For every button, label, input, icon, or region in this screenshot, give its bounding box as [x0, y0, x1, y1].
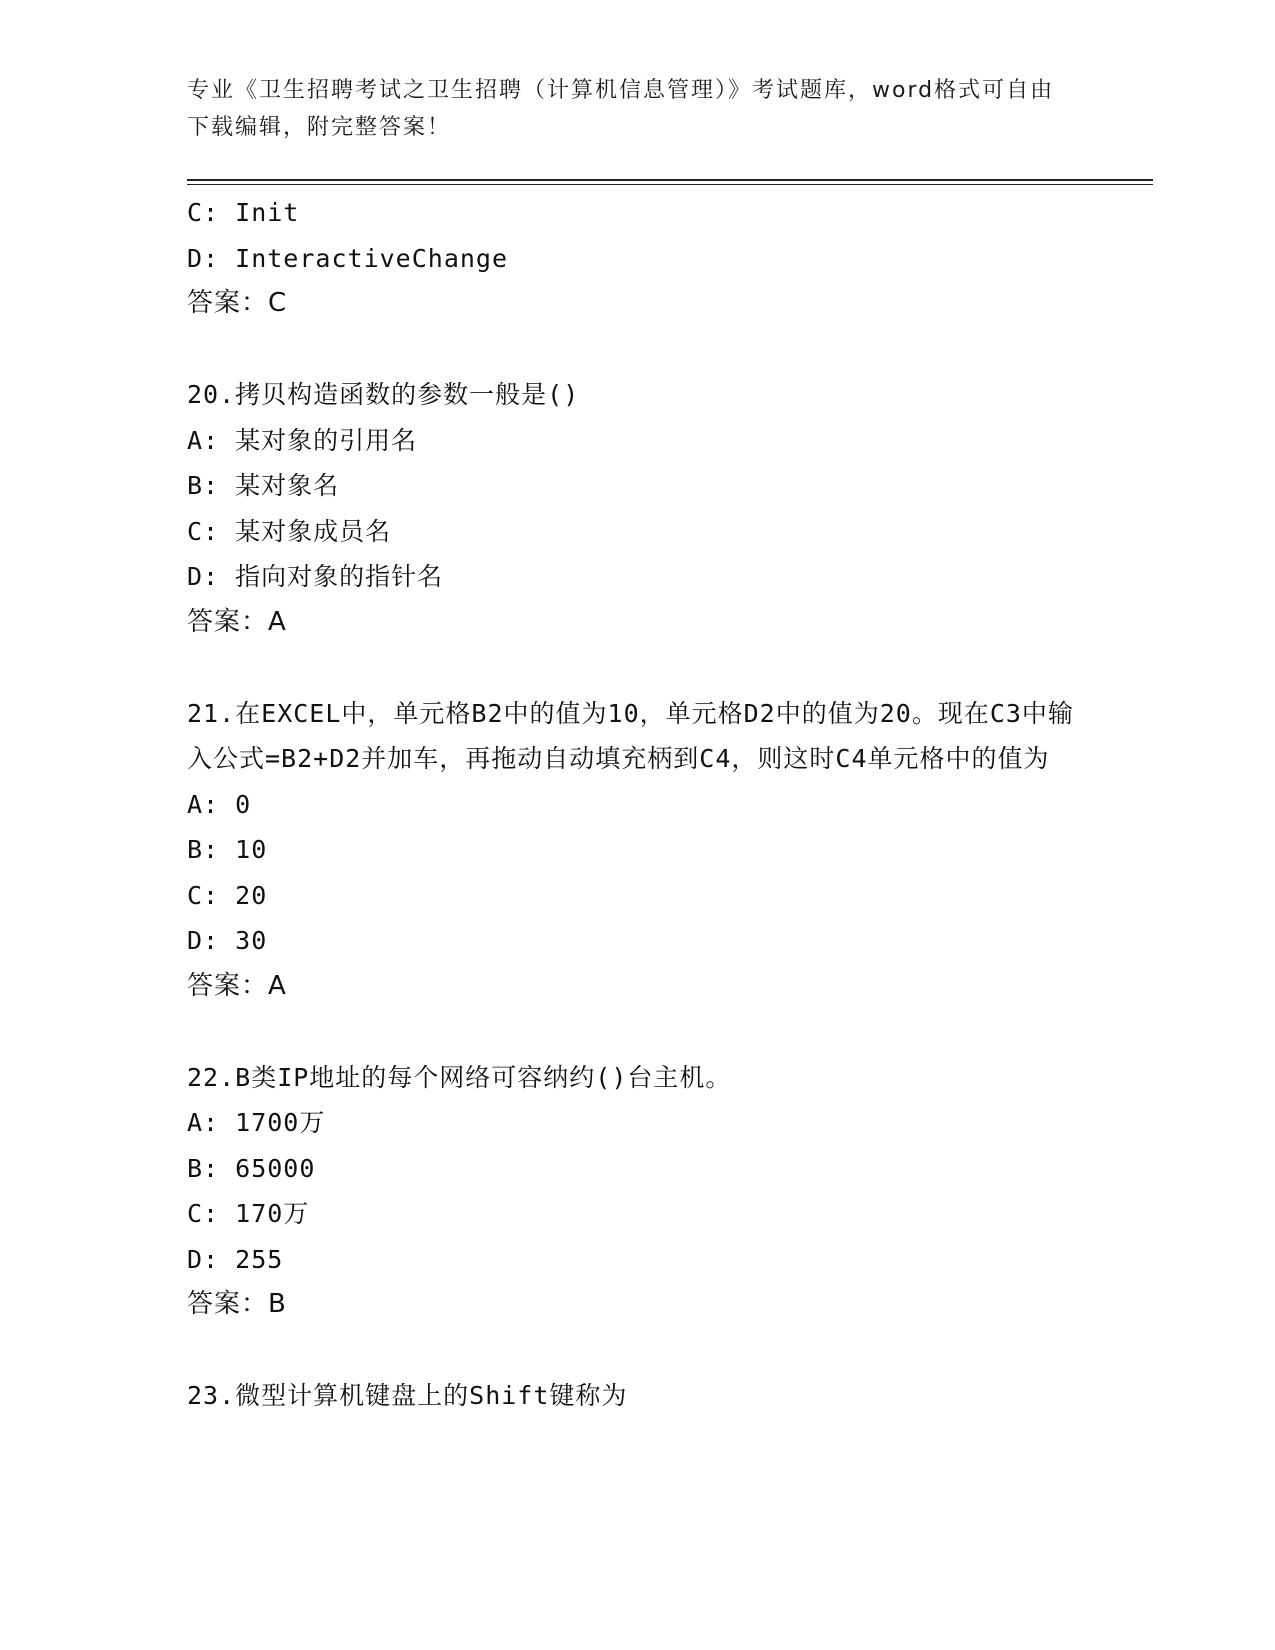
q20-option-b: B: 某对象名 [187, 471, 340, 500]
q20-stem: 20.拷贝构造函数的参数一般是() [187, 380, 580, 409]
spacer [187, 1009, 1087, 1055]
q19-answer: 答案：C [187, 288, 288, 318]
q22-stem: 22.B类IP地址的每个网络可容纳约()台主机。 [187, 1062, 732, 1092]
q21-option-d: D: 30 [187, 926, 268, 955]
spacer [187, 327, 1087, 373]
spacer [187, 1328, 1087, 1374]
q22-option-c: C: 170万 [187, 1199, 310, 1228]
q21-stem: 21.在EXCEL中，单元格B2中的值为10，单元格D2中的值为20。现在C3中输入公式=B2+D2并加车，再拖动自动填充柄到C4，则这时C4单元格中的值为 [187, 698, 1074, 773]
header-rule-thick [187, 179, 1153, 181]
q20-option-d: D: 指向对象的指针名 [187, 562, 444, 591]
q21-option-b: B: 10 [187, 835, 268, 864]
q19-option-d: D: InteractiveChange [187, 243, 509, 273]
q22-option-a: A: 1700万 [187, 1108, 326, 1137]
q21-answer: 答案：A [187, 970, 287, 1001]
q22-option-d: D: 255 [187, 1244, 284, 1274]
q22-answer: 答案：B [187, 1289, 287, 1319]
q20-option-c: C: 某对象成员名 [187, 516, 392, 546]
q21-option-c: C: 20 [187, 880, 268, 910]
q21-option-a: A: 0 [187, 789, 252, 819]
q20-option-a: A: 某对象的引用名 [187, 425, 418, 455]
q23-stem: 23.微型计算机键盘上的Shift键称为 [187, 1381, 628, 1410]
q19-option-c: C: Init [187, 198, 300, 227]
q22-option-b: B: 65000 [187, 1153, 316, 1183]
document-header: 专业《卫生招聘考试之卫生招聘（计算机信息管理）》考试题库，word格式可自由下载编辑，附完整答案！ [187, 78, 1055, 140]
spacer [187, 645, 1087, 691]
header-rule-thin [187, 184, 1153, 185]
question-content [187, 190, 1087, 1419]
q20-answer: 答案：A [187, 606, 287, 637]
